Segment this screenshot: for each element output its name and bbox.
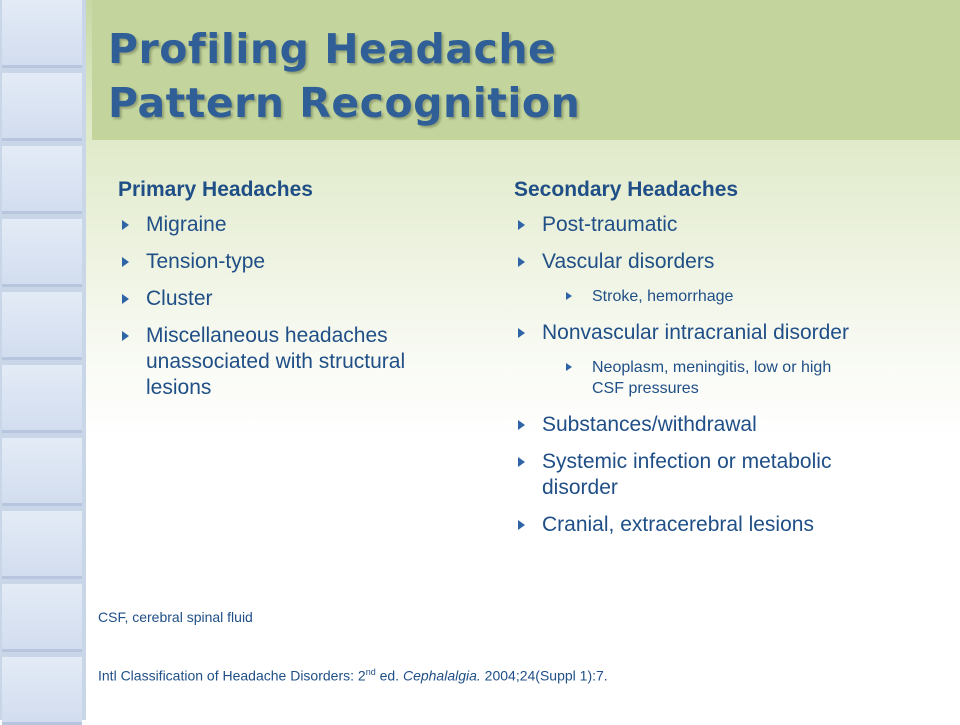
- list-item: [514, 449, 842, 501]
- bullet-arrow-icon: [518, 328, 525, 338]
- bullet-arrow-icon: [122, 257, 129, 267]
- list-item-text: Substances/withdrawal: [542, 413, 757, 436]
- slide-title-line-2: Pattern Recognition: [108, 79, 581, 127]
- decorative-tile: [2, 292, 82, 360]
- list-item: [118, 249, 478, 275]
- bullet-arrow-icon: [518, 520, 525, 530]
- secondary-headaches-column: [514, 176, 934, 549]
- list-item: [514, 249, 934, 275]
- list-item: [118, 323, 456, 401]
- decorative-tile: [2, 657, 82, 725]
- decorative-tile: [2, 365, 82, 433]
- decorative-tile: [2, 73, 82, 141]
- secondary-headaches-list: [514, 212, 934, 538]
- bullet-arrow-icon: [518, 420, 525, 430]
- citation-suffix: 2004;24(Suppl 1):7.: [480, 667, 608, 684]
- left-decorative-strip: [0, 0, 86, 720]
- list-item-text: Cluster: [146, 287, 213, 310]
- decorative-tile: [2, 511, 82, 579]
- list-item: [118, 212, 478, 238]
- bullet-arrow-icon: [518, 257, 525, 267]
- sub-list-item-text: Neoplasm, meningitis, low or high CSF pressures: [592, 359, 832, 397]
- list-item-text: Nonvascular intracranial disorder: [542, 321, 849, 344]
- decorative-tile: [2, 438, 82, 506]
- sub-list-item: [514, 357, 862, 399]
- list-item: [514, 212, 934, 238]
- sub-bullet-arrow-icon: [566, 292, 572, 300]
- list-item-text: Cranial, extracerebral lesions: [542, 513, 814, 536]
- decorative-tile: [2, 584, 82, 652]
- secondary-headaches-heading: Secondary Headaches: [514, 178, 739, 201]
- list-item: [514, 412, 934, 438]
- bullet-arrow-icon: [518, 457, 525, 467]
- primary-headaches-column: [118, 176, 478, 412]
- list-item-text: Vascular disorders: [542, 250, 715, 273]
- citation-superscript: nd: [365, 667, 376, 677]
- sub-list-item-text: Stroke, hemorrhage: [592, 288, 734, 305]
- decorative-tile: [2, 0, 82, 68]
- slide-title-line-1: Profiling Headache: [108, 25, 557, 73]
- abbreviation-footnote: CSF, cerebral spinal fluid: [98, 609, 253, 625]
- list-item: [514, 512, 934, 538]
- list-item-text: Systemic infection or metabolic disorder: [542, 450, 832, 499]
- slide-title: [108, 22, 580, 130]
- bullet-arrow-icon: [122, 294, 129, 304]
- citation: [98, 667, 608, 684]
- list-item: [514, 320, 862, 346]
- bullet-arrow-icon: [122, 220, 129, 230]
- bullet-arrow-icon: [122, 331, 129, 341]
- citation-journal: Cephalalgia.: [402, 667, 481, 684]
- citation-prefix: Intl Classification of Headache Disorders: 2: [98, 667, 366, 684]
- list-item-text: Miscellaneous headaches unassociated with structural lesions: [146, 324, 406, 399]
- primary-headaches-heading: Primary Headaches: [118, 178, 313, 201]
- list-item-text: Tension-type: [146, 250, 266, 273]
- sub-bullet-arrow-icon: [566, 363, 572, 371]
- bullet-arrow-icon: [518, 220, 525, 230]
- sub-list-item: [514, 286, 934, 307]
- decorative-tile: [2, 219, 82, 287]
- citation-middle: ed.: [375, 667, 403, 684]
- list-item-text: Migraine: [146, 213, 227, 236]
- decorative-tile: [2, 146, 82, 214]
- list-item-text: Post-traumatic: [542, 213, 678, 236]
- list-item: [118, 286, 478, 312]
- primary-headaches-list: [118, 212, 478, 401]
